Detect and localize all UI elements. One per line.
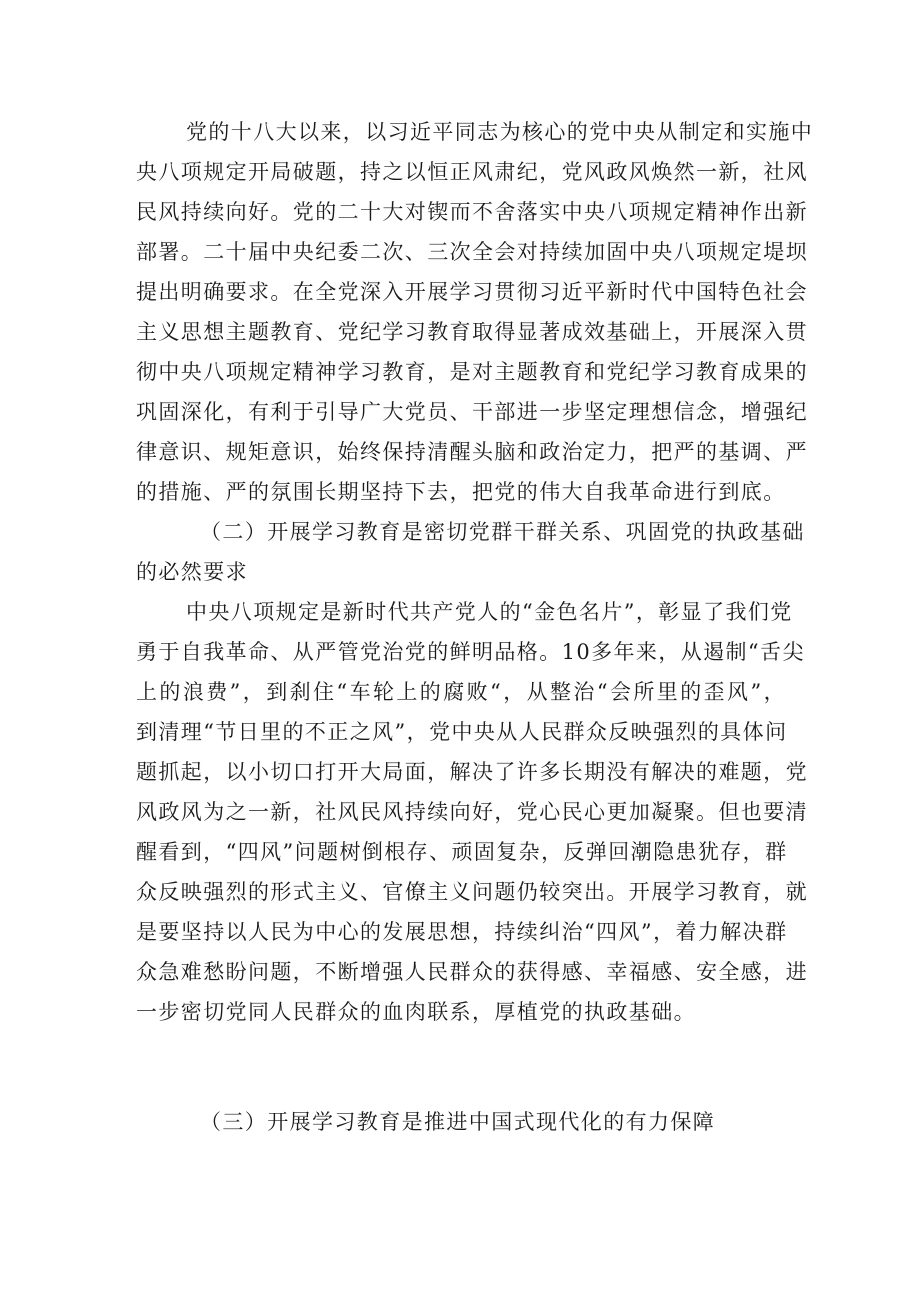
- text-line: 勇于自我革命、从严管党治党的鲜明品格。10多年来，从遏制“舌尖: [136, 640, 805, 664]
- text-line: 一步密切党同人民群众的血肉联系，厚植党的执政基础。: [136, 1000, 696, 1024]
- text-line: 主义思想主题教育、党纪学习教育取得显著成效基础上，开展深入贯: [136, 320, 808, 344]
- heading-line: 的必然要求: [136, 560, 248, 584]
- text-line: 题抓起，以小切口打开大局面，解决了许多长期没有解决的难题，党: [136, 760, 808, 784]
- text-line: 的措施、严的氛围长期坚持下去，把党的伟大自我革命进行到底。: [136, 480, 786, 504]
- heading-line: （二）开展学习教育是密切党群干群关系、巩固党的执政基础: [200, 520, 805, 544]
- text-line: 提出明确要求。在全党深入开展学习贯彻习近平新时代中国特色社会: [136, 280, 808, 304]
- text-line: 党的十八大以来，以习近平同志为核心的党中央从制定和实施中: [186, 120, 814, 144]
- text-line: 到清理“节日里的不正之风”，党中央从人民群众反映强烈的具体问: [136, 720, 788, 744]
- text-line: 民风持续向好。党的二十大对锲而不舍落实中央八项规定精神作出新: [136, 200, 808, 224]
- text-line: 众急难愁盼问题，不断增强人民群众的获得感、幸福感、安全感，进: [136, 960, 808, 984]
- text-line: 上的浪费”，到刹住“车轮上的腐败“，从整治“会所里的歪风”，: [136, 680, 786, 704]
- text-line: 中央八项规定是新时代共产党人的“金色名片”，彰显了我们党: [186, 600, 793, 624]
- text-line: 律意识、规矩意识，始终保持清醒头脑和政治定力，把严的基调、严: [136, 440, 808, 464]
- text-line: 部署。二十届中央纪委二次、三次全会对持续加固中央八项规定堤坝: [136, 240, 808, 264]
- text-line: 彻中央八项规定精神学习教育，是对主题教育和党纪学习教育成果的: [136, 360, 808, 384]
- text-line: 醒看到，“四风”问题树倒根存、顽固复杂，反弹回潮隐患犹存，群: [136, 840, 788, 864]
- text-line: 央八项规定开局破题，持之以恒正风肃纪，党风政风焕然一新，社风: [136, 160, 808, 184]
- text-line: 是要坚持以人民为中心的发展思想，持续纠治“四风”，着力解决群: [136, 920, 788, 944]
- text-line: 风政风为之一新，社风民风持续向好，党心民心更加凝聚。但也要清: [136, 800, 808, 824]
- heading-line: （三）开展学习教育是推进中国式现代化的有力保障: [200, 1110, 716, 1134]
- text-line: 众反映强烈的形式主义、官僚主义问题仍较突出。开展学习教育，就: [136, 880, 808, 904]
- text-line: 巩固深化，有利于引导广大党员、干部进一步坚定理想信念，增强纪: [136, 400, 808, 424]
